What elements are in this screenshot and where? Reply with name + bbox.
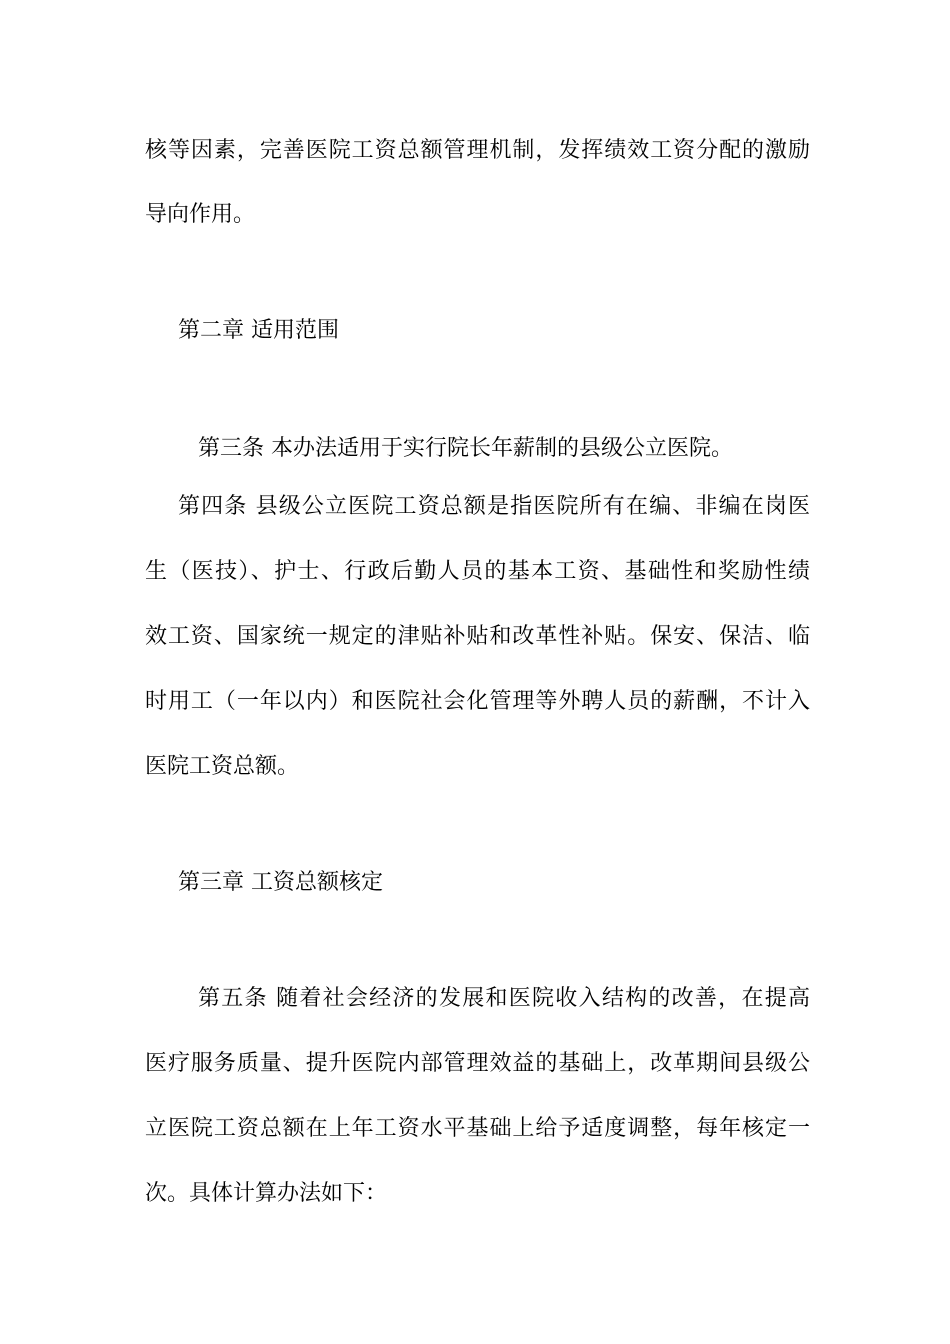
- article-5-line-2: 医疗服务质量、提升医院内部管理效益的基础上，改革期间县级公: [145, 1051, 810, 1076]
- article-4-line-5: 医院工资总额。: [145, 754, 300, 779]
- article-4-line-3: 效工资、国家统一规定的津贴补贴和改革性补贴。保安、保洁、临: [145, 624, 810, 649]
- article-3-line: 第三条 本办法适用于实行院长年薪制的县级公立医院。: [198, 436, 733, 461]
- article-5-line-1: 第五条 随着社会经济的发展和医院收入结构的改善，在提高: [198, 986, 810, 1011]
- article-4-line-1: 第四条 县级公立医院工资总额是指医院所有在编、非编在岗医: [178, 494, 810, 519]
- intro-paragraph-line-1: 核等因素，完善医院工资总额管理机制，发挥绩效工资分配的激励: [145, 138, 810, 163]
- article-5-line-4: 次。具体计算办法如下：: [145, 1181, 388, 1206]
- article-4-line-4: 时用工（一年以内）和医院社会化管理等外聘人员的薪酬，不计入: [145, 689, 810, 714]
- article-4-line-2: 生（医技）、护士、行政后勤人员的基本工资、基础性和奖励性绩: [145, 559, 810, 584]
- chapter-3-heading: 第三章 工资总额核定: [178, 870, 383, 895]
- article-5-line-3: 立医院工资总额在上年工资水平基础上给予适度调整，每年核定一: [145, 1116, 810, 1141]
- chapter-2-heading: 第二章 适用范围: [178, 318, 339, 343]
- intro-paragraph-line-2: 导向作用。: [145, 202, 256, 227]
